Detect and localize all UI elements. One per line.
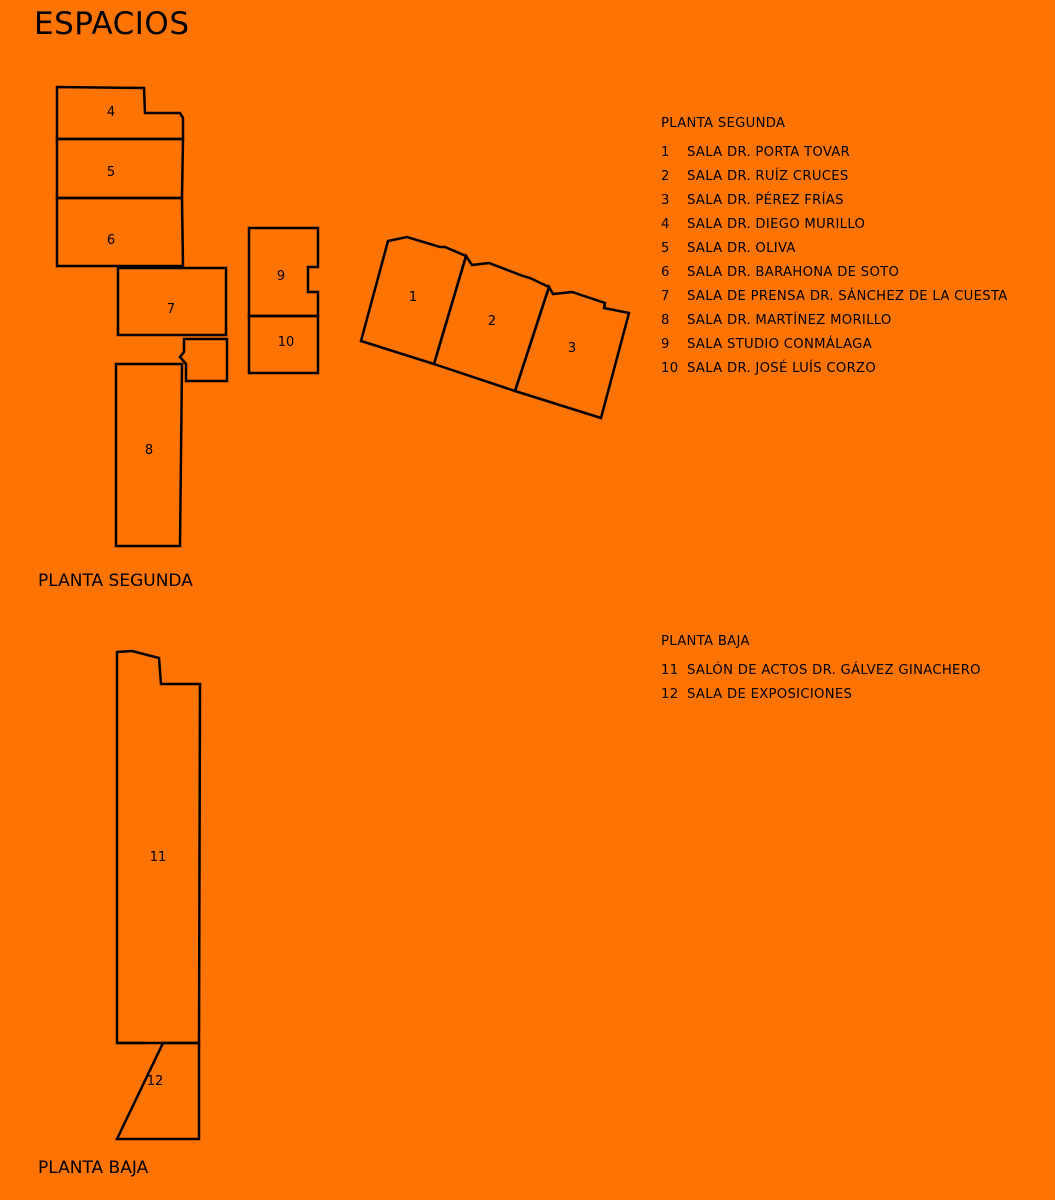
legend-title: PLANTA BAJA <box>661 634 750 649</box>
svg-text:7: 7 <box>166 302 176 317</box>
legend-item[interactable]: 5 SALA DR. OLIVA <box>661 241 796 256</box>
legend-item[interactable]: 1 SALA DR. PORTA TOVAR <box>661 145 851 160</box>
svg-text:4: 4 <box>106 105 116 120</box>
room-8[interactable] <box>116 364 182 546</box>
legend-baja <box>661 634 981 710</box>
legend-item[interactable]: 3 SALA DR. PÉREZ FRÍAS <box>661 193 844 208</box>
room-7[interactable] <box>118 268 226 335</box>
legend-item[interactable]: 10 SALA DR. JOSÉ LUÍS CORZO <box>661 361 877 376</box>
room-6[interactable] <box>57 198 183 266</box>
legend-item[interactable]: 2 SALA DR. RUÍZ CRUCES <box>661 169 849 184</box>
legend-item[interactable]: 11 SALÓN DE ACTOS DR. GÁLVEZ GINACHERO <box>661 663 981 678</box>
legend-item[interactable]: 12 SALA DE EXPOSICIONES <box>661 687 853 702</box>
svg-text:9: 9 <box>276 269 286 284</box>
room-4[interactable] <box>57 87 183 139</box>
floor-caption-baja: PLANTA BAJA <box>38 1158 149 1178</box>
svg-text:12: 12 <box>146 1074 164 1089</box>
room-list <box>661 662 981 710</box>
room-10[interactable] <box>249 316 318 373</box>
room-12[interactable] <box>117 1043 199 1139</box>
legend-item[interactable]: 6 SALA DR. BARAHONA DE SOTO <box>661 265 900 280</box>
room-list <box>661 144 1008 384</box>
page-title: ESPACIOS <box>34 6 190 42</box>
room-5[interactable] <box>57 139 183 198</box>
svg-text:1: 1 <box>408 290 418 305</box>
legend-item[interactable]: 8 SALA DR. MARTÍNEZ MORILLO <box>661 313 892 328</box>
svg-text:2: 2 <box>487 314 497 329</box>
legend-item[interactable]: 4 SALA DR. DIEGO MURILLO <box>661 217 866 232</box>
room-11[interactable] <box>117 651 200 1043</box>
svg-text:10: 10 <box>277 335 295 350</box>
corridor-connector <box>180 339 227 381</box>
room-1[interactable] <box>361 237 466 364</box>
legend-item[interactable]: 7 SALA DE PRENSA DR. SÁNCHEZ DE LA CUESTA <box>661 289 1008 304</box>
room-3[interactable] <box>515 287 629 418</box>
floor-caption-segunda: PLANTA SEGUNDA <box>38 571 193 591</box>
legend-item[interactable]: 9 SALA STUDIO CONMÁLAGA <box>661 337 873 352</box>
legend-segunda <box>661 116 1008 384</box>
svg-text:3: 3 <box>567 341 577 356</box>
room-9[interactable] <box>249 228 318 316</box>
room-2[interactable] <box>434 256 549 391</box>
svg-text:6: 6 <box>106 233 116 248</box>
svg-text:8: 8 <box>144 443 154 458</box>
svg-text:5: 5 <box>106 165 116 180</box>
svg-text:11: 11 <box>149 850 167 865</box>
legend-title: PLANTA SEGUNDA <box>661 116 786 131</box>
